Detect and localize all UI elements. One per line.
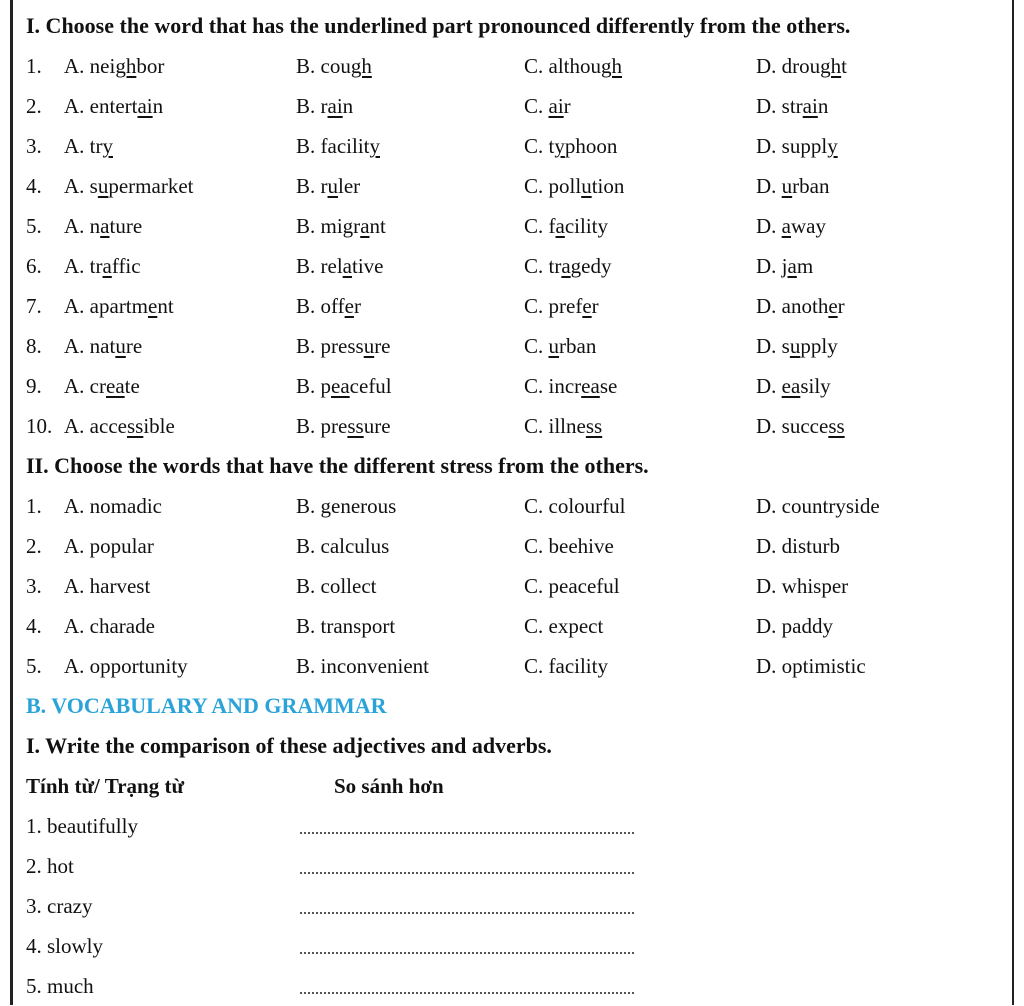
option-text: ible xyxy=(143,414,175,438)
option-text: migr xyxy=(320,214,361,238)
answer-option xyxy=(524,366,617,406)
option-text: incr xyxy=(548,374,582,398)
underlined-part: ea xyxy=(781,374,801,398)
pronunciation-title: I. Choose the word that has the underlined part pronounced differently from the others. xyxy=(26,13,851,38)
option-text: A. xyxy=(64,174,90,198)
answer-option xyxy=(524,126,617,166)
answer-option xyxy=(64,326,142,366)
option-text: nat xyxy=(89,334,116,358)
comparison-word: 2. hot xyxy=(26,854,74,878)
option-text: tr xyxy=(89,134,103,158)
answer-option xyxy=(296,206,386,246)
underlined-part: a xyxy=(781,214,791,238)
option-text: t xyxy=(841,54,848,78)
option-text: D. xyxy=(756,254,782,278)
option-text: gedy xyxy=(570,254,612,278)
answer-option xyxy=(524,286,599,326)
underlined-part: u xyxy=(97,174,109,198)
option-text: re xyxy=(125,334,143,358)
option-text: A. xyxy=(64,134,90,158)
answer-option: D. paddy xyxy=(756,614,833,638)
option-text: f xyxy=(548,214,556,238)
option-text: poll xyxy=(548,174,582,198)
option-text: nt xyxy=(369,214,386,238)
question-row xyxy=(26,606,1010,646)
answer-option: B. calculus xyxy=(296,534,390,558)
comparison-row xyxy=(26,926,1010,966)
answer-option xyxy=(296,246,384,286)
option-text: D. xyxy=(756,214,782,238)
question-row xyxy=(26,366,1010,406)
option-text: ler xyxy=(338,174,361,198)
stress-title: II. Choose the words that have the different stress from the others. xyxy=(26,453,649,478)
option-text: bor xyxy=(136,54,165,78)
question-number: 5. xyxy=(26,654,42,678)
answer-option xyxy=(756,326,838,366)
underlined-part: gh xyxy=(820,54,842,78)
question-number: 4. xyxy=(26,614,42,638)
comparison-word: 3. crazy xyxy=(26,894,93,918)
option-text: C. xyxy=(524,254,549,278)
comparison-row xyxy=(26,966,1010,1006)
answer-blank[interactable] xyxy=(300,872,634,874)
option-text: cr xyxy=(89,374,106,398)
option-text: rel xyxy=(320,254,343,278)
answer-option xyxy=(296,126,380,166)
underlined-part: a xyxy=(100,214,110,238)
question-row xyxy=(26,326,1010,366)
option-text: B. xyxy=(296,94,321,118)
underlined-part: e xyxy=(147,294,158,318)
answer-blank[interactable] xyxy=(300,832,634,834)
underlined-part: gh xyxy=(601,54,623,78)
option-text: entert xyxy=(89,94,138,118)
comparison-list xyxy=(26,806,1010,1006)
answer-blank[interactable] xyxy=(300,952,634,954)
answer-option: A. charade xyxy=(64,614,155,638)
answer-option xyxy=(296,86,353,126)
answer-option: A. opportunity xyxy=(64,654,188,678)
question-row xyxy=(26,566,1010,606)
option-text: A. xyxy=(64,374,90,398)
option-text: off xyxy=(320,294,345,318)
option-text: j xyxy=(781,254,788,278)
answer-option xyxy=(524,166,624,206)
underlined-part: a xyxy=(787,254,797,278)
answer-option: C. expect xyxy=(524,614,604,638)
comparison-word: 4. slowly xyxy=(26,934,104,958)
answer-option xyxy=(64,126,113,166)
underlined-part: u xyxy=(327,174,339,198)
question-row xyxy=(26,486,1010,526)
option-text: p xyxy=(320,374,332,398)
answer-option xyxy=(756,206,826,246)
underlined-part: a xyxy=(342,254,352,278)
option-text: way xyxy=(791,214,826,238)
question-number: 8. xyxy=(26,334,42,358)
answer-option xyxy=(756,126,838,166)
question-row xyxy=(26,86,1010,126)
underlined-part: y xyxy=(827,134,838,158)
underlined-part: a xyxy=(360,214,370,238)
question-row xyxy=(26,46,1010,86)
section-b-heading: B. VOCABULARY AND GRAMMAR xyxy=(26,693,387,718)
question-row xyxy=(26,646,1010,686)
comparison-row xyxy=(26,806,1010,846)
option-text: re xyxy=(374,334,391,358)
underlined-part: u xyxy=(781,174,793,198)
option-text: drou xyxy=(781,54,821,78)
underlined-part: ai xyxy=(137,94,153,118)
question-row xyxy=(26,126,1010,166)
option-text: D. xyxy=(756,134,782,158)
option-text: ffic xyxy=(111,254,141,278)
option-text: D. xyxy=(756,374,782,398)
right-border xyxy=(1012,0,1014,1005)
question-number: 10. xyxy=(26,414,53,438)
option-text: press xyxy=(320,334,364,358)
answer-option xyxy=(524,46,622,86)
option-text: facilit xyxy=(320,134,370,158)
answer-option: C. facility xyxy=(524,654,608,678)
option-text: sily xyxy=(800,374,831,398)
question-number: 1. xyxy=(26,494,42,518)
answer-option xyxy=(524,246,612,286)
answer-option xyxy=(756,86,828,126)
option-text: B. xyxy=(296,254,321,278)
option-text: n xyxy=(89,214,101,238)
question-number: 7. xyxy=(26,294,42,318)
answer-option xyxy=(524,406,602,446)
option-text: ture xyxy=(109,214,143,238)
option-text: A. xyxy=(64,54,90,78)
answer-option xyxy=(64,246,141,286)
question-number: 5. xyxy=(26,214,42,238)
option-text: C. xyxy=(524,294,549,318)
comparison-word: 1. beautifully xyxy=(26,814,138,838)
underlined-part: u xyxy=(363,334,375,358)
option-text: althou xyxy=(548,54,602,78)
option-text: B. xyxy=(296,414,321,438)
option-text: C. xyxy=(524,414,549,438)
underlined-part: ss xyxy=(126,414,144,438)
underlined-part: u xyxy=(548,334,560,358)
underlined-part: ss xyxy=(585,414,603,438)
option-text: D. xyxy=(756,334,782,358)
option-text: m xyxy=(796,254,814,278)
question-row xyxy=(26,406,1010,446)
underlined-part: u xyxy=(581,174,592,198)
underlined-part: a xyxy=(102,254,112,278)
underlined-part: ss xyxy=(828,414,845,438)
answer-option: D. countryside xyxy=(756,494,880,518)
stress-list xyxy=(26,486,1010,686)
underlined-part: e xyxy=(344,294,354,318)
underlined-part: ai xyxy=(548,94,564,118)
answer-option: C. beehive xyxy=(524,534,614,558)
comparison-title: I. Write the comparison of these adjectives and adverbs. xyxy=(26,733,552,758)
option-text: C. xyxy=(524,374,549,398)
question-number: 9. xyxy=(26,374,42,398)
answer-option xyxy=(64,406,175,446)
option-text: B. xyxy=(296,174,321,198)
underlined-part: y xyxy=(369,134,380,158)
option-text: D. xyxy=(756,54,782,78)
option-text: cou xyxy=(320,54,351,78)
answer-option xyxy=(64,46,164,86)
answer-option xyxy=(64,166,193,206)
answer-option xyxy=(296,166,360,206)
option-text: ceful xyxy=(349,374,392,398)
option-text: s xyxy=(89,174,98,198)
answer-option: A. nomadic xyxy=(64,494,162,518)
option-text: r xyxy=(591,294,599,318)
option-text: nei xyxy=(89,54,116,78)
option-text: A. xyxy=(64,334,90,358)
answer-option xyxy=(756,406,845,446)
option-text: n xyxy=(152,94,164,118)
answer-option xyxy=(64,206,142,246)
question-row xyxy=(26,286,1010,326)
option-text: illne xyxy=(548,414,586,438)
comparison-row xyxy=(26,846,1010,886)
option-text: permarket xyxy=(108,174,194,198)
option-text: n xyxy=(817,94,829,118)
option-text: pre xyxy=(320,414,348,438)
answer-option xyxy=(524,326,596,366)
answer-option xyxy=(296,286,361,326)
question-number: 3. xyxy=(26,134,42,158)
underlined-part: ea xyxy=(106,374,125,398)
question-number: 2. xyxy=(26,94,42,118)
answer-option: C. peaceful xyxy=(524,574,620,598)
answer-blank[interactable] xyxy=(300,912,634,914)
answer-option xyxy=(64,86,163,126)
option-text: se xyxy=(599,374,618,398)
option-text: str xyxy=(781,94,803,118)
column-adjective-adverb: Tính từ/ Trạng từ xyxy=(26,774,185,798)
question-number: 1. xyxy=(26,54,42,78)
option-text: D. xyxy=(756,174,782,198)
question-row xyxy=(26,166,1010,206)
option-text: A. xyxy=(64,414,90,438)
answer-option: D. whisper xyxy=(756,574,849,598)
underlined-part: ai xyxy=(802,94,818,118)
underlined-part: ea xyxy=(331,374,350,398)
answer-option xyxy=(756,246,813,286)
option-text: C. xyxy=(524,174,549,198)
option-text: r xyxy=(320,94,328,118)
answer-option xyxy=(296,326,391,366)
option-text: A. xyxy=(64,254,90,278)
comparison-word: 5. much xyxy=(26,974,94,998)
column-comparative: So sánh hơn xyxy=(334,774,444,798)
option-text: r xyxy=(837,294,845,318)
underlined-part: a xyxy=(561,254,571,278)
underlined-part: gh xyxy=(115,54,137,78)
option-text: tr xyxy=(89,254,103,278)
underlined-part: ai xyxy=(327,94,343,118)
answer-option xyxy=(524,206,608,246)
answer-option xyxy=(756,366,831,406)
underlined-part: ss xyxy=(347,414,364,438)
option-text: tion xyxy=(591,174,625,198)
answer-option xyxy=(296,406,391,446)
option-text: succe xyxy=(781,414,829,438)
option-text: C. xyxy=(524,214,549,238)
answer-option: B. transport xyxy=(296,614,396,638)
option-text: te xyxy=(124,374,140,398)
option-text: acce xyxy=(89,414,127,438)
underlined-part: u xyxy=(789,334,801,358)
option-text: anoth xyxy=(781,294,829,318)
comparison-row xyxy=(26,886,1010,926)
option-text: phoon xyxy=(564,134,618,158)
option-text: A. xyxy=(64,214,90,238)
option-text: A. xyxy=(64,94,90,118)
option-text: s xyxy=(781,334,790,358)
option-text: n xyxy=(342,94,354,118)
underlined-part: e xyxy=(828,294,838,318)
underlined-part: e xyxy=(582,294,592,318)
option-text: tr xyxy=(548,254,562,278)
option-text: B. xyxy=(296,294,321,318)
option-text: B. xyxy=(296,134,321,158)
answer-option: B. collect xyxy=(296,574,377,598)
option-text: D. xyxy=(756,94,782,118)
option-text: apartm xyxy=(89,294,148,318)
option-text: r xyxy=(320,174,328,198)
option-text: A. xyxy=(64,294,90,318)
underlined-part: y xyxy=(554,134,565,158)
option-text: D. xyxy=(756,414,782,438)
answer-option xyxy=(296,366,392,406)
option-text: C. xyxy=(524,134,549,158)
question-number: 2. xyxy=(26,534,42,558)
question-row xyxy=(26,246,1010,286)
answer-option: A. popular xyxy=(64,534,154,558)
option-text: B. xyxy=(296,334,321,358)
answer-option: B. inconvenient xyxy=(296,654,429,678)
comparison-header xyxy=(26,766,1010,806)
option-text: suppl xyxy=(781,134,828,158)
option-text: rban xyxy=(792,174,830,198)
answer-option xyxy=(524,86,571,126)
question-number: 4. xyxy=(26,174,42,198)
option-text: nt xyxy=(157,294,174,318)
option-text: tive xyxy=(352,254,384,278)
question-row xyxy=(26,206,1010,246)
option-text: D. xyxy=(756,294,782,318)
answer-option: C. colourful xyxy=(524,494,626,518)
pronunciation-list xyxy=(26,46,1010,446)
option-text: C. xyxy=(524,54,549,78)
answer-option xyxy=(296,46,372,86)
underlined-part: y xyxy=(102,134,113,158)
underlined-part: u xyxy=(115,334,126,358)
option-text: cility xyxy=(564,214,609,238)
question-row xyxy=(26,526,1010,566)
option-text: B. xyxy=(296,214,321,238)
option-text: C. xyxy=(524,94,549,118)
option-text: r xyxy=(563,94,571,118)
left-border xyxy=(10,0,13,1005)
option-text: ure xyxy=(363,414,391,438)
question-number: 6. xyxy=(26,254,42,278)
answer-blank[interactable] xyxy=(300,992,634,994)
answer-option xyxy=(756,166,830,206)
option-text: r xyxy=(353,294,361,318)
option-text: t xyxy=(548,134,555,158)
answer-option xyxy=(64,366,140,406)
underlined-part: ea xyxy=(581,374,600,398)
option-text: pply xyxy=(800,334,838,358)
option-text: C. xyxy=(524,334,549,358)
answer-option: B. generous xyxy=(296,494,397,518)
answer-option: D. optimistic xyxy=(756,654,866,678)
underlined-part: a xyxy=(555,214,565,238)
option-text: pref xyxy=(548,294,583,318)
option-text: B. xyxy=(296,374,321,398)
answer-option xyxy=(64,286,174,326)
answer-option xyxy=(756,46,847,86)
option-text: rban xyxy=(559,334,597,358)
option-text: B. xyxy=(296,54,321,78)
answer-option xyxy=(756,286,845,326)
answer-option: D. disturb xyxy=(756,534,840,558)
question-number: 3. xyxy=(26,574,42,598)
answer-option: A. harvest xyxy=(64,574,151,598)
underlined-part: gh xyxy=(350,54,372,78)
